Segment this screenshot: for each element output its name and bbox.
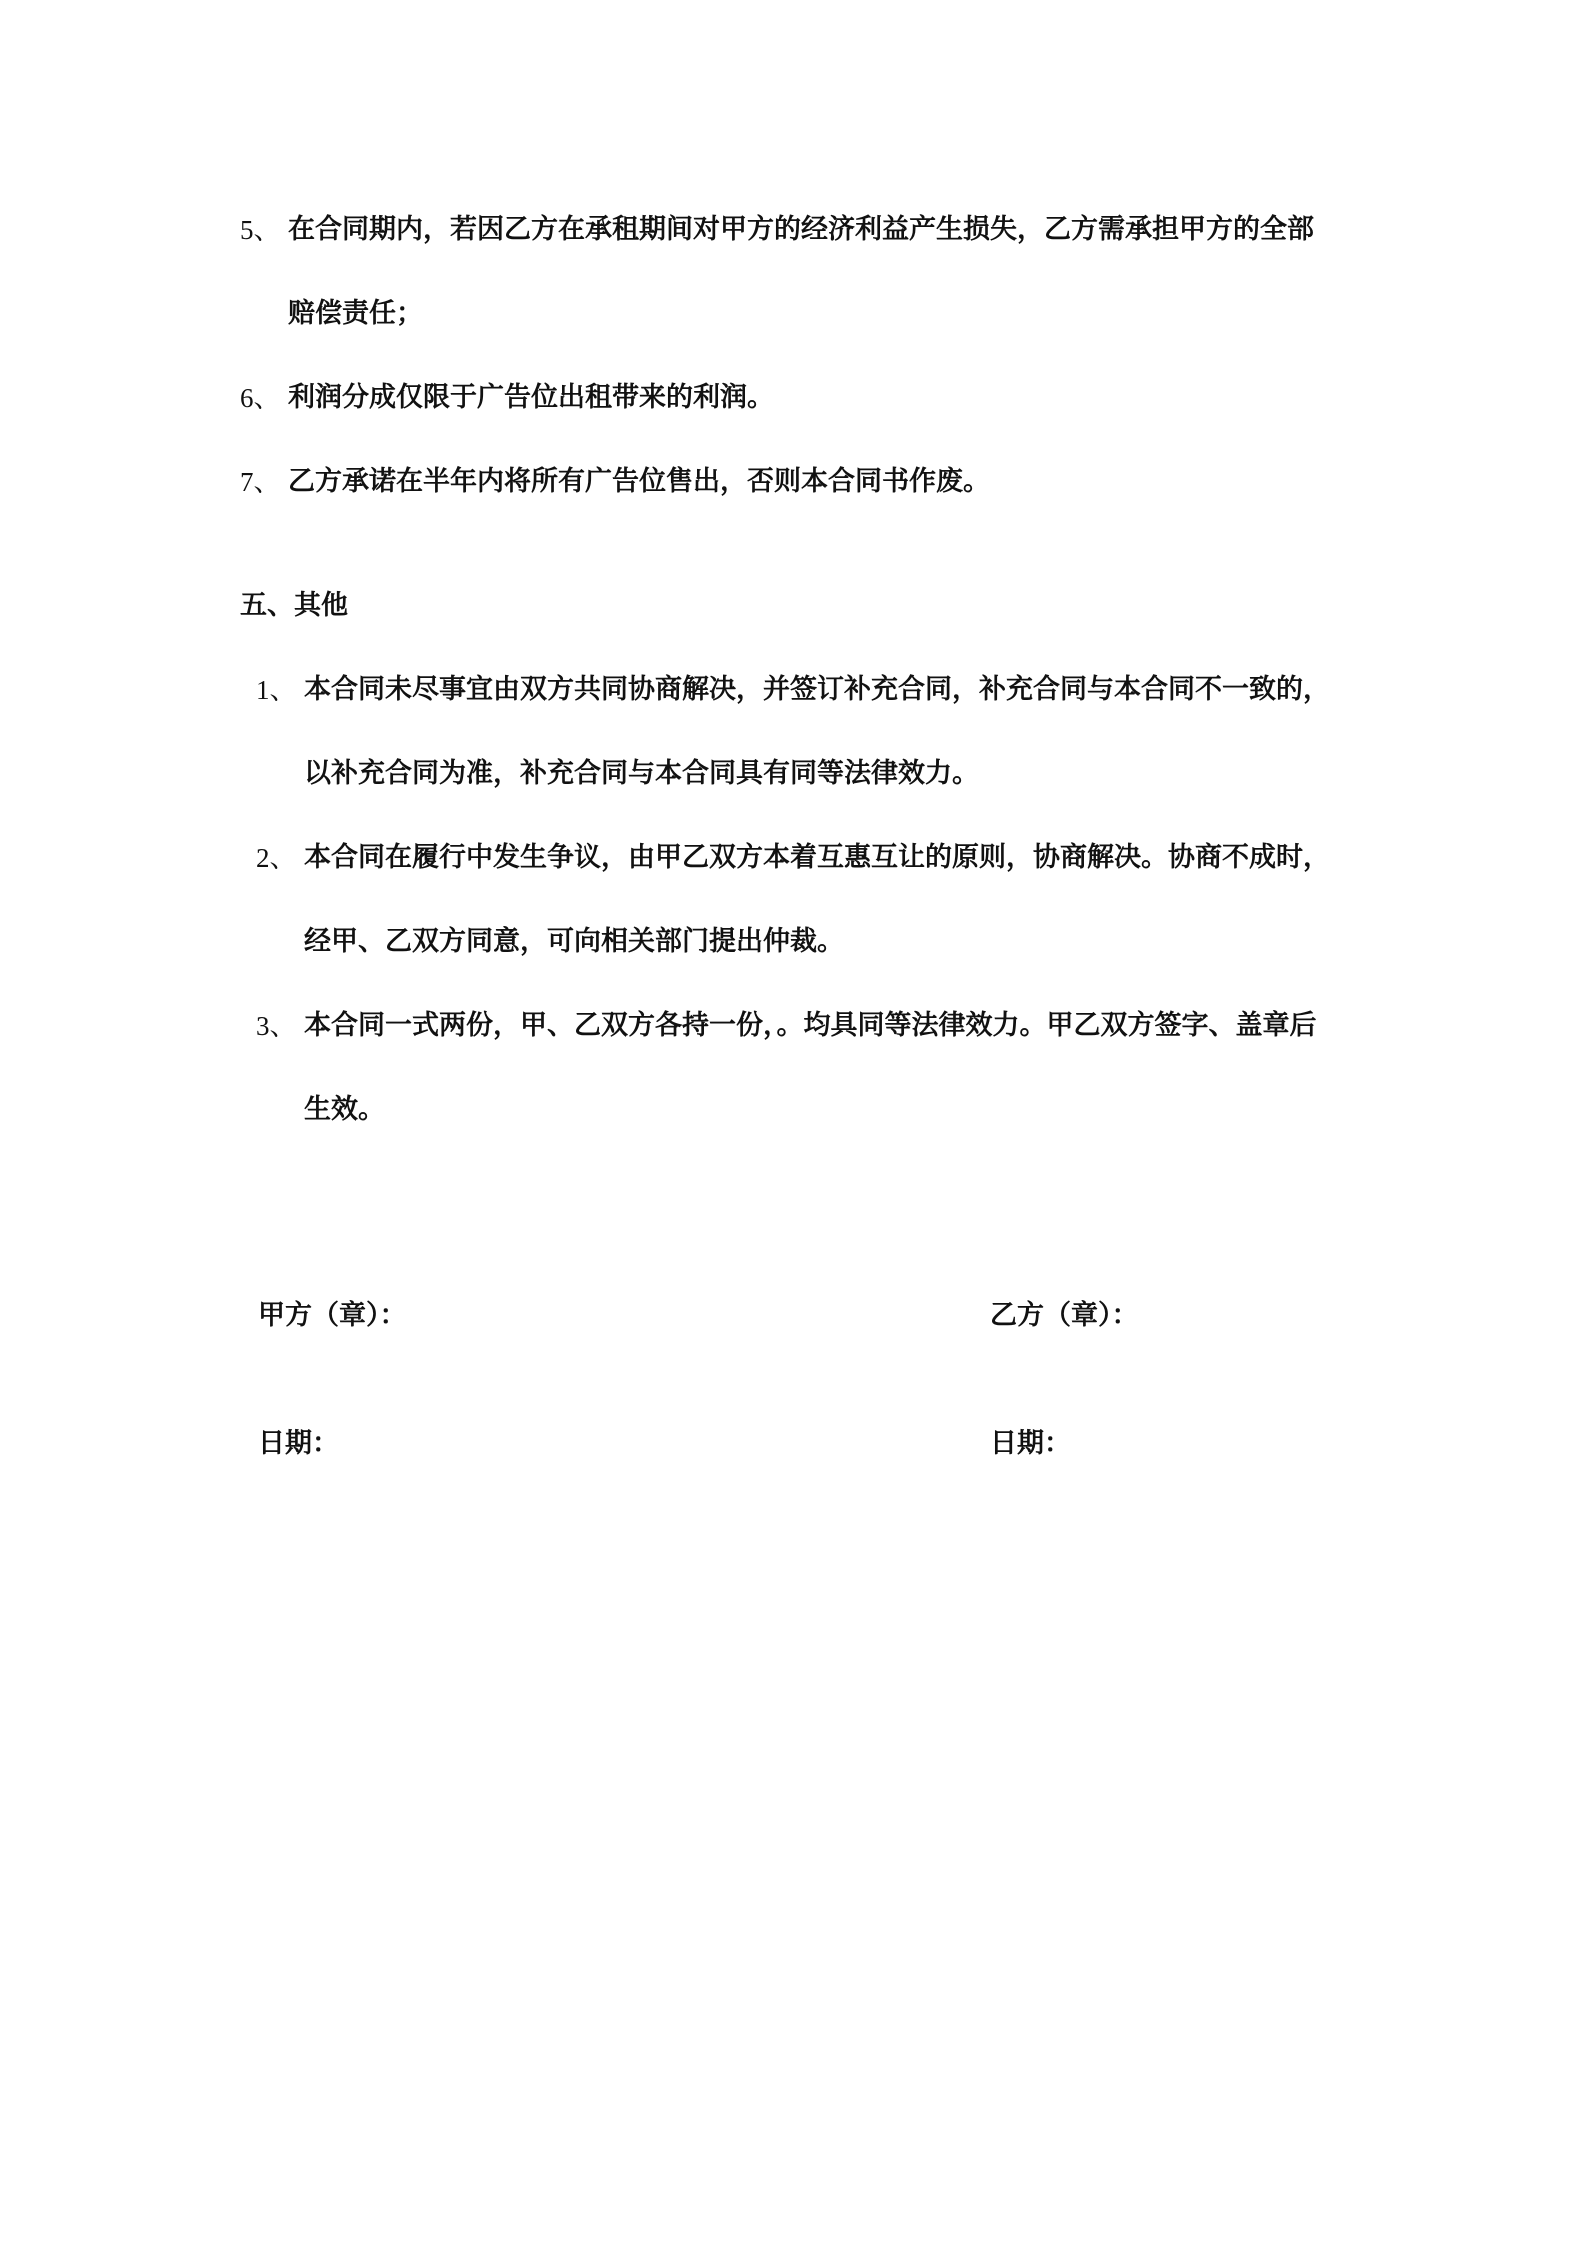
clause-text: 生效。 xyxy=(304,1094,385,1125)
item-number: 6、 xyxy=(240,383,281,413)
clause-text: 经甲、乙双方同意，可向相关部门提出仲裁。 xyxy=(304,926,844,957)
clause-text: 乙方承诺在半年内将所有广告位售出，否则本合同书作废。 xyxy=(288,466,990,497)
clause-text: 本合同未尽事宜由双方共同协商解决，并签订补充合同，补充合同与本合同不一致的， xyxy=(304,674,1330,705)
party-a-seal-label: 甲方（章）： xyxy=(258,1300,407,1331)
item-number: 1、 xyxy=(256,675,297,705)
clause-text: 本合同在履行中发生争议，由甲乙双方本着互惠互让的原则，协商解决。协商不成时， xyxy=(304,842,1330,873)
item-number: 2、 xyxy=(256,843,297,873)
party-b-date-label: 日期： xyxy=(990,1428,1071,1459)
clause-text: 本合同一式两份，甲、乙双方各持一份，。均具同等法律效力。甲乙双方签字、盖章后 xyxy=(304,1010,1317,1041)
item-number: 7、 xyxy=(240,467,281,497)
clause-text: 以补充合同为准，补充合同与本合同具有同等法律效力。 xyxy=(304,758,979,789)
clause-text: 赔偿责任； xyxy=(288,298,423,329)
clause-text: 在合同期内，若因乙方在承租期间对甲方的经济利益产生损失，乙方需承担甲方的全部 xyxy=(288,214,1314,245)
item-number: 5、 xyxy=(240,215,281,245)
item-number: 3、 xyxy=(256,1011,297,1041)
clause-text: 利润分成仅限于广告位出租带来的利润。 xyxy=(288,382,774,413)
party-b-seal-label: 乙方（章）： xyxy=(990,1300,1139,1331)
section-heading: 五、其他 xyxy=(240,590,348,621)
party-a-date-label: 日期： xyxy=(258,1428,339,1459)
